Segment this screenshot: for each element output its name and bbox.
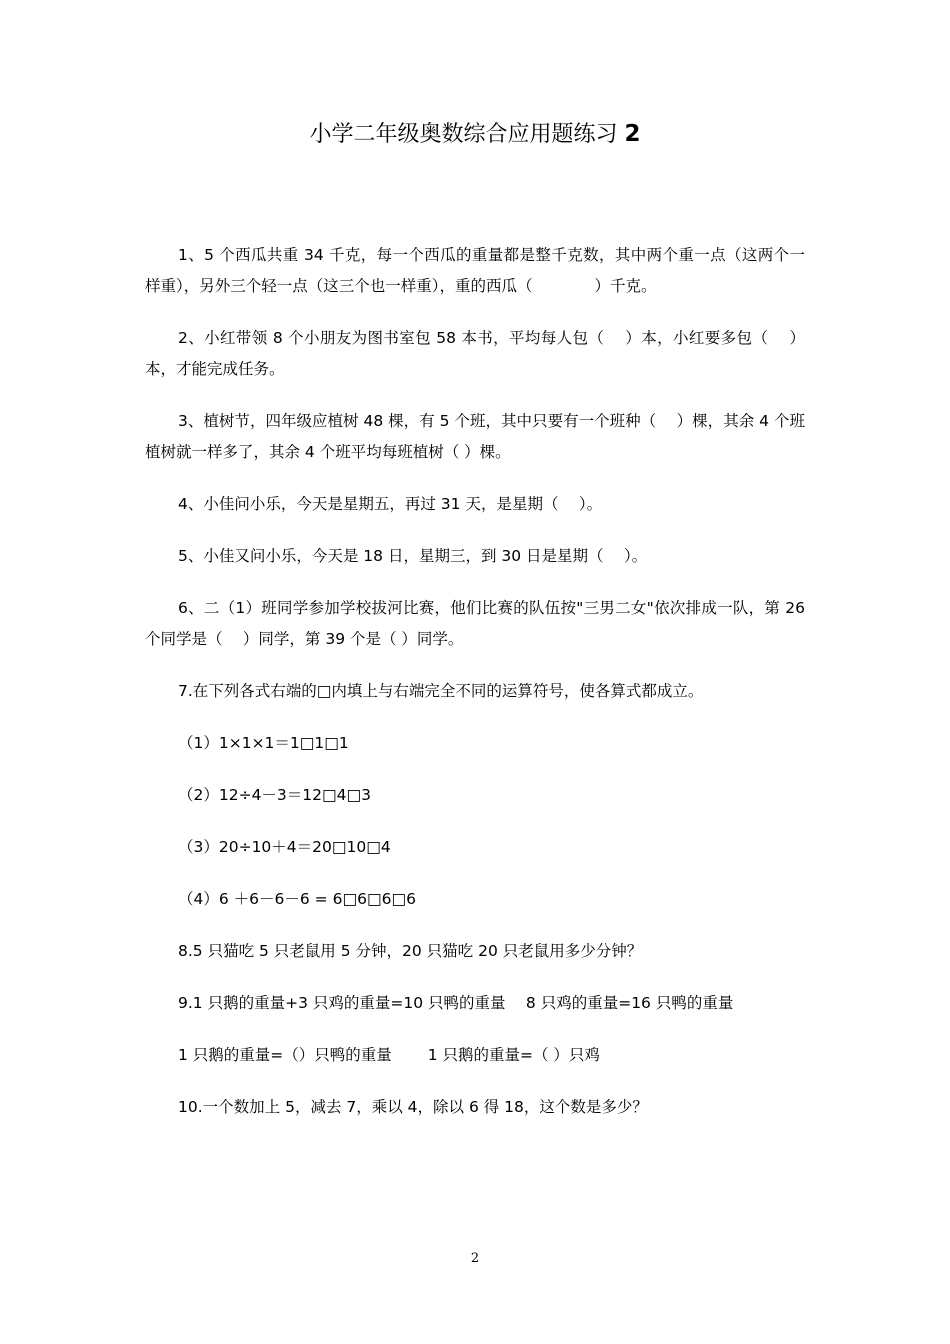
question-7-part-2: （2）12÷4－3＝12□4□3 xyxy=(178,786,372,804)
question-8: 8.5 只猫吃 5 只老鼠用 5 分钟，20 只猫吃 20 只老鼠用多少分钟？ xyxy=(178,942,643,960)
page-title-text: 小学二年级奥数综合应用题练习 xyxy=(309,122,618,147)
question-2: 2、小红带领 8 个小朋友为图书室包 58 本书，平均每人包（ ）本，小红要多包（ ）本，才能完成任务。 xyxy=(145,329,805,378)
question-7-part-1: （1）1×1×1＝1□1□1 xyxy=(178,734,349,752)
question-1: 1、5 个西瓜共重 34 千克，每一个西瓜的重量都是整千克数，其中两个重一点（这两个一样重），另外三个轻一点（这三个也一样重），重的西瓜（ ）千克。 xyxy=(145,246,805,295)
question-7-part-3: （3）20÷10＋4＝20□10□4 xyxy=(178,838,391,856)
question-4: 4、小佳问小乐，今天是星期五，再过 31 天，是星期（ ）。 xyxy=(178,495,603,513)
question-10: 10.一个数加上 5，减去 7，乘以 4，除以 6 得 18，这个数是多少？ xyxy=(178,1098,648,1116)
question-7-part-4: （4）6 ＋6－6－6 = 6□6□6□6 xyxy=(178,890,416,908)
question-3: 3、植树节，四年级应植树 48 棵，有 5 个班，其中只要有一个班种（ ）棵，其余 4 个班植树就一样多了，其余 4 个班平均每班植树（ ）棵。 xyxy=(145,412,805,461)
question-6: 6、二（1）班同学参加学校拔河比赛，他们比赛的队伍按"三男二女"依次排成一队，第 26 个同学是（ ）同学，第 39 个是（ ）同学。 xyxy=(145,599,805,648)
page-title xyxy=(0,119,950,150)
page-title-number: 2 xyxy=(624,121,641,147)
question-list xyxy=(145,240,805,1123)
question-9-answers: 1 只鹅的重量=（）只鸭的重量 1 只鹅的重量=（ ）只鸡 xyxy=(178,1046,600,1064)
page-number: 2 xyxy=(470,1251,480,1266)
question-9: 9.1 只鹅的重量+3 只鸡的重量=10 只鸭的重量 8 只鸡的重量=16 只鸭的重量 xyxy=(178,994,734,1012)
question-7: 7.在下列各式右端的□内填上与右端完全不同的运算符号，使各算式都成立。 xyxy=(178,682,704,700)
question-5: 5、小佳又问小乐，今天是 18 日，星期三，到 30 日是星期（ ）。 xyxy=(178,547,648,565)
